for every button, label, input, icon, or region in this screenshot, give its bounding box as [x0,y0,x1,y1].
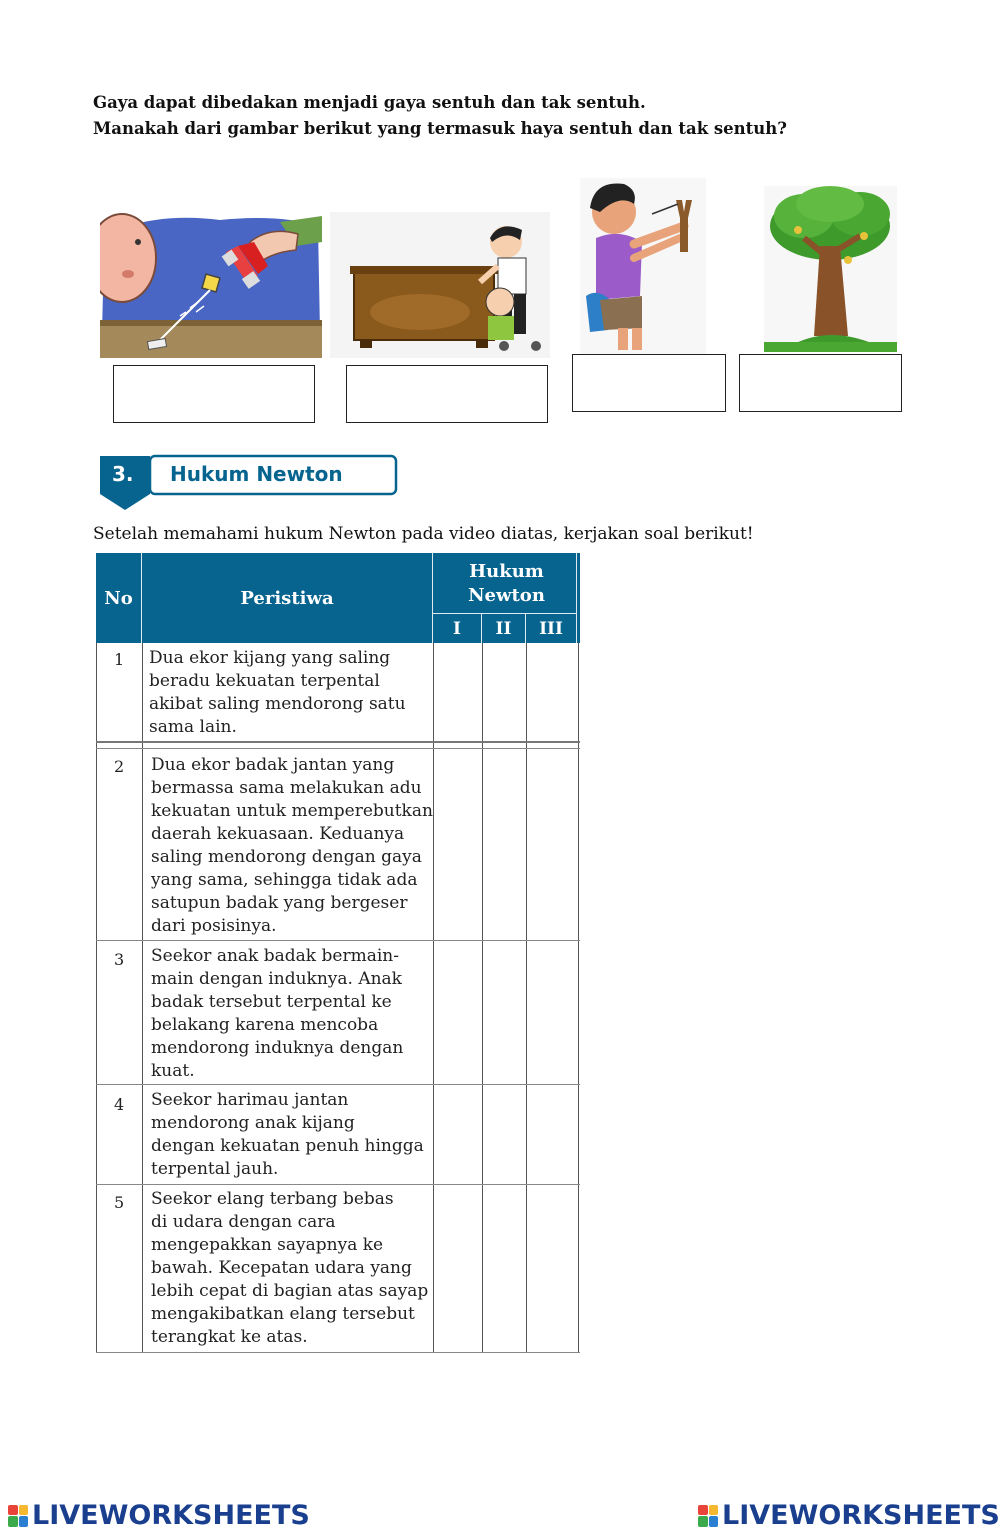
header-law-iii: III [539,619,563,639]
answer-box-2[interactable] [346,365,548,423]
row-5-description: Seekor elang terbang bebas di udara dengan cara mengepakkan sayapnya ke bawah. Kecepatan udara yang lebih cepat di bagian atas sayap mengakibatkan elang tersebut terangkat ke atas. [151,1189,429,1347]
header-event: Peristiwa [240,587,334,609]
section-title: Hukum Newton [170,462,343,486]
row-5-law-iii-cell[interactable] [527,1185,578,1352]
row-4-law-i-cell[interactable] [434,1085,482,1184]
row-1-law-ii-cell[interactable] [483,644,526,741]
row-3-law-ii-cell[interactable] [483,941,526,1084]
liveworksheets-logo-right [698,1500,1000,1531]
row-4-number: 4 [114,1095,125,1114]
section-badge [98,454,398,512]
boy-with-slingshot-image [580,178,706,354]
logo-text-right: LIVEWORKSHEETS [722,1500,1000,1531]
row-2-law-i-cell[interactable] [434,749,482,940]
row-3-law-i-cell[interactable] [434,941,482,1084]
header-law-line1: Hukum [469,560,544,582]
row-4-law-iii-cell[interactable] [527,1085,578,1184]
header-no: No [104,587,133,609]
answer-box-4[interactable] [739,354,902,412]
child-pushing-cabinet-image [330,212,550,358]
liveworksheets-logo-icon [8,1505,28,1527]
magnet-attracting-pin-image [100,212,322,358]
question-line-1: Gaya dapat dibedakan menjadi gaya sentuh dan tak sentuh. [93,93,646,112]
row-5-law-i-cell[interactable] [434,1185,482,1352]
row-2-description: Dua ekor badak jantan yang bermassa sama melakukan adu kekuatan untuk memperebutkan daerah kekuasaan. Keduanya saling mendorong dengan gaya yang sama, sehingga tidak ada satupun badak yang bergeser dari posisinya. [151,755,433,936]
row-2-law-ii-cell[interactable] [483,749,526,940]
row-3-number: 3 [114,950,125,969]
answer-box-1[interactable] [113,365,315,423]
question-line-2: Manakah dari gambar berikut yang termasuk haya sentuh dan tak sentuh? [93,119,787,138]
row-1-description: Dua ekor kijang yang saling beradu kekuatan terpental akibat saling mendorong satu sama lain. [149,648,406,737]
table-header [96,553,580,643]
row-5-number: 5 [114,1193,125,1212]
row-3-law-iii-cell[interactable] [527,941,578,1084]
header-law-ii: II [495,619,512,639]
row-1-law-iii-cell[interactable] [527,644,578,741]
row-5-law-ii-cell[interactable] [483,1185,526,1352]
row-4-law-ii-cell[interactable] [483,1085,526,1184]
answer-box-3[interactable] [572,354,726,412]
header-law-line2: Newton [468,584,545,606]
mango-tree-image [764,186,897,352]
row-3-description: Seekor anak badak bermain- main dengan induknya. Anak badak tersebut terpental ke belakang karena mencoba mendorong induknya dengan kuat. [151,946,404,1081]
header-law-i: I [453,619,461,639]
instruction-text: Setelah memahami hukum Newton pada video diatas, kerjakan soal berikut! [93,524,754,544]
row-1-law-i-cell[interactable] [434,644,482,741]
row-2-number: 2 [114,757,125,776]
liveworksheets-logo-icon [698,1505,718,1527]
row-1-number: 1 [114,650,125,669]
logo-text-left: LIVEWORKSHEETS [32,1500,310,1531]
row-4-description: Seekor harimau jantan mendorong anak kijang dengan kekuatan penuh hingga terpental jauh. [151,1090,424,1179]
row-2-law-iii-cell[interactable] [527,749,578,940]
liveworksheets-logo-left [8,1500,310,1531]
section-number: 3. [112,462,134,486]
